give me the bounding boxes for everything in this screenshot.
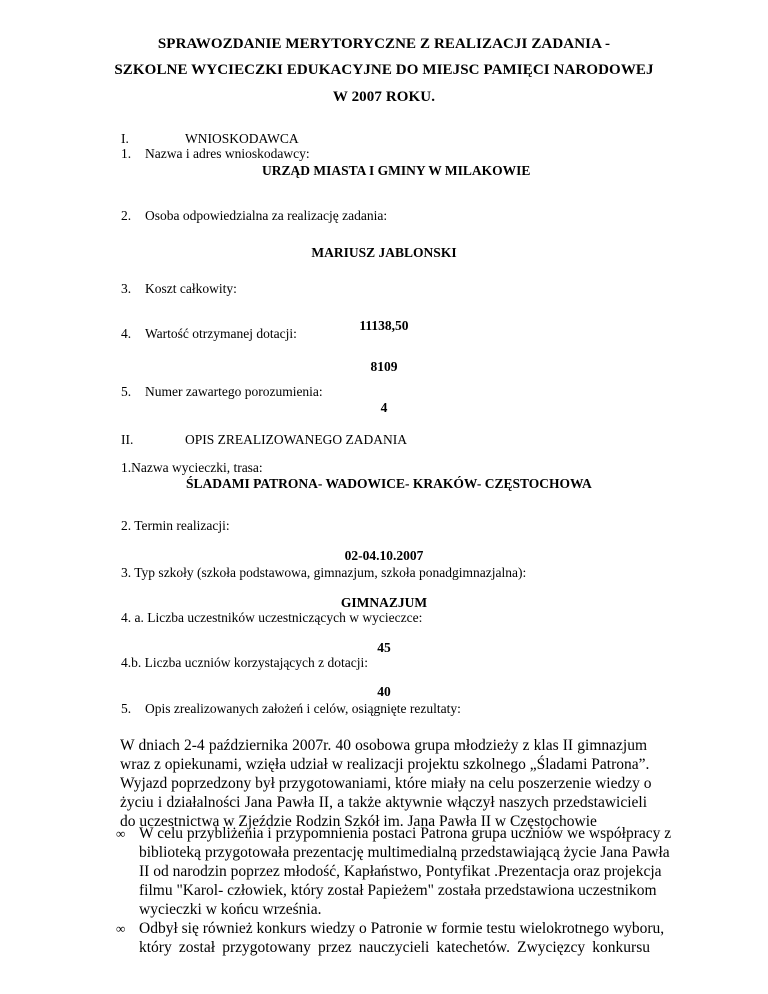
item-1-number: 1. xyxy=(121,146,132,161)
grant-value: 8109 xyxy=(370,359,398,374)
bullet-line: W celu przybliżenia i przypomnienia postaci Patrona grupa uczniów we współpracy z xyxy=(139,825,672,842)
item-4-number: 4. xyxy=(121,326,132,341)
term-label: 2. Termin realizacji: xyxy=(121,518,230,533)
infinity-bullet-icon: ∞ xyxy=(116,826,126,841)
bullet-line: który został przygotowany przez nauczycieli katechetów. Zwycięzcy konkursu xyxy=(139,939,650,956)
item-2-number: 2. xyxy=(121,208,132,223)
document-title-line-3: W 2007 ROKU. xyxy=(332,89,436,105)
item-5-description-number: 5. xyxy=(121,701,132,716)
total-cost: 11138,50 xyxy=(359,318,409,333)
item-3-label: Koszt całkowity: xyxy=(145,281,237,296)
section-2-heading: OPIS ZREALIZOWANEGO ZADANIA xyxy=(185,432,407,447)
trip-name-label: 1.Nazwa wycieczki, trasa: xyxy=(121,460,263,475)
subsidized-label: 4.b. Liczba uczniów korzystających z dotacji: xyxy=(121,655,369,670)
school-type-value: GIMNAZJUM xyxy=(340,595,428,610)
participants-value: 45 xyxy=(377,640,391,655)
bullet-line: II od narodzin poprzez młodość, Kapłaństwo, Pontyfikat .Prezentacja oraz projekcja xyxy=(139,863,662,880)
agreement-number: 4 xyxy=(380,400,388,415)
item-2-label: Osoba odpowiedzialna za realizację zadania: xyxy=(145,208,388,223)
paragraph-line: Wyjazd poprzedzony był przygotowaniami, które miały na celu poszerzenie wiedzy o xyxy=(120,775,652,792)
bullet-line: Odbył się również konkurs wiedzy o Patronie w formie testu wielokrotnego wyboru, xyxy=(139,920,665,937)
document-title-line-2: SZKOLNE WYCIECZKI EDUKACYJNE DO MIEJSC PAMIĘCI NARODOWEJ xyxy=(114,62,654,78)
paragraph-line: do uczestnictwa w Zjeździe Rodzin Szkół im. Jana Pawła II w Częstochowie xyxy=(120,813,597,830)
section-1-heading: WNIOSKODAWCA xyxy=(185,131,299,146)
description-label: Opis zrealizowanych założeń i celów, osiągnięte rezultaty: xyxy=(145,701,461,716)
term-value: 02-04.10.2007 xyxy=(344,548,424,563)
item-5-label: Numer zawartego porozumienia: xyxy=(145,384,323,399)
infinity-bullet-icon: ∞ xyxy=(116,921,126,936)
responsible-person: MARIUSZ JABLONSKI xyxy=(311,245,457,260)
description-paragraph xyxy=(120,736,652,831)
bullet-item xyxy=(139,824,672,919)
applicant-name: URZĄD MIASTA I GMINY W MILAKOWIE xyxy=(262,163,531,178)
bullet-line: filmu "Karol- człowiek, który został Papieżem" została przedstawiona uczestnikom xyxy=(139,882,657,899)
item-3-number: 3. xyxy=(121,281,132,296)
paragraph-line: życiu i działalności Jana Pawła II, a także aktywnie włączył naszych przedstawicieli xyxy=(120,794,647,811)
document-title-line-1: SPRAWOZDANIE MERYTORYCZNE Z REALIZACJI ZADANIA - xyxy=(157,36,611,52)
paragraph-line: wraz z opiekunami, wzięła udział w realizacji projektu szkolnego „Śladami Patrona”. xyxy=(120,756,650,773)
bullet-line: wycieczki w końcu września. xyxy=(139,901,322,918)
section-1-number: I. xyxy=(121,131,129,146)
school-type-label: 3. Typ szkoły (szkoła podstawowa, gimnazjum, szkoła ponadgimnazjalna): xyxy=(121,565,527,580)
participants-label: 4. a. Liczba uczestników uczestniczących w wycieczce: xyxy=(121,610,423,625)
item-4-label: Wartość otrzymanej dotacji: xyxy=(145,326,297,341)
section-2-number: II. xyxy=(121,432,134,447)
trip-name-value: ŚLADAMI PATRONA- WADOWICE- KRAKÓW- CZĘSTOCHOWA xyxy=(186,476,592,491)
item-5-number: 5. xyxy=(121,384,132,399)
bullet-item xyxy=(139,919,665,957)
subsidized-value: 40 xyxy=(377,684,391,699)
paragraph-line: W dniach 2-4 października 2007r. 40 osobowa grupa młodzieży z klas II gimnazjum xyxy=(120,737,647,754)
item-1-label: Nazwa i adres wnioskodawcy: xyxy=(145,146,310,161)
bullet-line: biblioteką przygotowała prezentację multimedialną przedstawiającą życie Jana Pawła xyxy=(139,844,670,861)
